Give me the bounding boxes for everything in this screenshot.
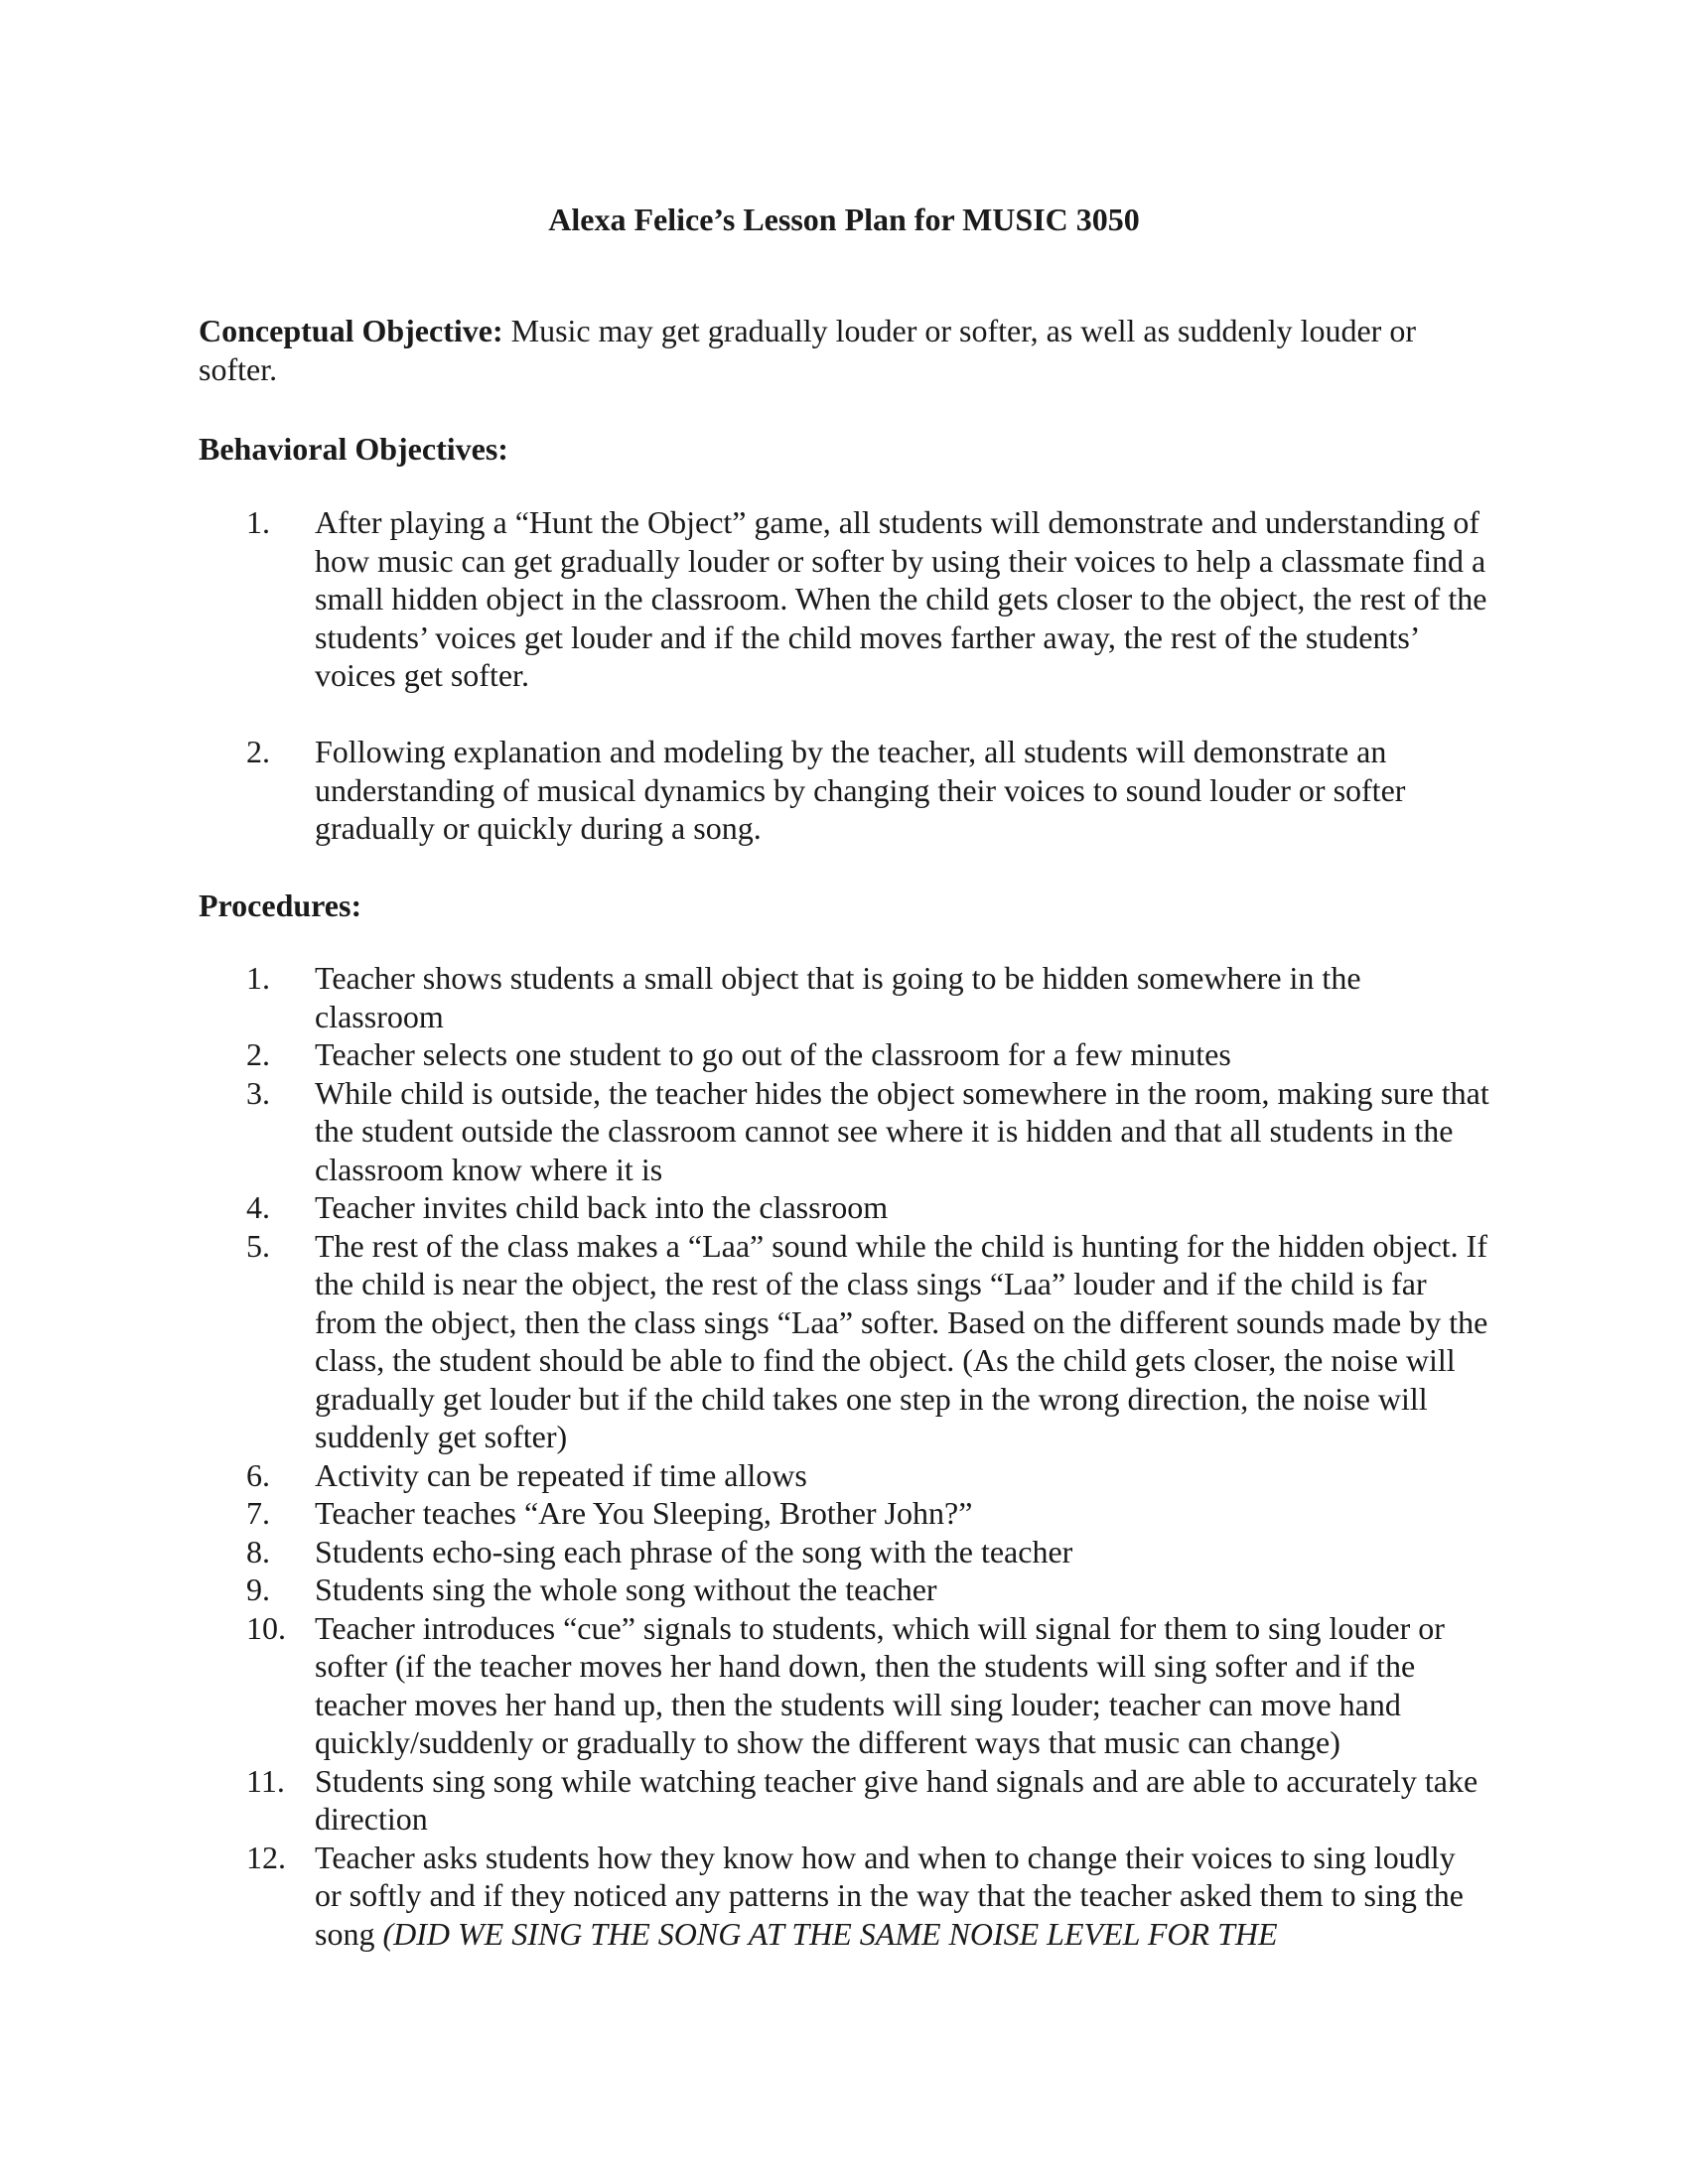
item-text: After playing a “Hunt the Object” game, all students will demonstrate and understanding of how music can get gradually louder or softer by using their voices to help a classmate find a small hidden object in the classroom. When the child gets closer to the object, the rest of the students’ voices get louder and if the child moves farther away, the rest of the students’ voices get softer. <box>315 504 1487 693</box>
list-item <box>199 959 1489 1035</box>
item-text: Students echo-sing each phrase of the song with the teacher <box>315 1533 1073 1570</box>
item-text-italic: (DID WE SING THE SONG AT THE SAME NOISE LEVEL FOR THE <box>382 1915 1278 1952</box>
list-item <box>199 1570 1489 1609</box>
list-item <box>199 1533 1489 1571</box>
item-number: 3. <box>246 1074 270 1111</box>
item-number: 9. <box>246 1571 270 1607</box>
list-item <box>199 1188 1489 1227</box>
behavioral-objectives-list <box>199 503 1489 848</box>
item-text: Teacher shows students a small object that is going to be hidden somewhere in the classroom <box>315 960 1361 1034</box>
item-number: 1. <box>246 960 270 996</box>
list-item <box>199 1762 1489 1839</box>
item-text: While child is outside, the teacher hides the object somewhere in the room, making sure that the student outside the classroom cannot see where it is hidden and that all students in the classroom know where it is <box>315 1074 1489 1187</box>
list-item <box>199 1839 1489 1954</box>
item-text: Teacher selects one student to go out of the classroom for a few minutes <box>315 1036 1231 1072</box>
item-text: The rest of the class makes a “Laa” sound while the child is hunting for the hidden object. If the child is near the object, the rest of the class sings “Laa” louder and if the child is far from the object, then the class sings “Laa” softer. Based on the different sounds made by the class, the student should be able to find the object. (As the child gets closer, the noise will gradually get louder but if the child takes one step in the wrong direction, the noise will suddenly get softer) <box>315 1227 1488 1454</box>
list-item <box>199 503 1489 695</box>
item-number: 6. <box>246 1456 270 1493</box>
item-number: 11. <box>246 1762 285 1799</box>
item-text: Following explanation and modeling by the teacher, all students will demonstrate an understanding of musical dynamics by changing their voices to sound louder or softer gradually or quickly during a song. <box>315 734 1406 846</box>
procedures-heading: Procedures: <box>199 887 362 923</box>
item-number: 5. <box>246 1227 270 1264</box>
list-item <box>199 1035 1489 1074</box>
item-text: Teacher invites child back into the classroom <box>315 1189 889 1225</box>
item-number: 1. <box>246 504 270 540</box>
behavioral-objectives-heading: Behavioral Objectives: <box>199 431 508 467</box>
list-item <box>199 1074 1489 1189</box>
list-item <box>199 733 1489 848</box>
item-number: 10. <box>246 1609 286 1646</box>
conceptual-objective <box>199 312 1489 388</box>
item-number: 4. <box>246 1189 270 1225</box>
document-title: Alexa Felice’s Lesson Plan for MUSIC 3050 <box>548 202 1140 237</box>
item-text: Students sing song while watching teacher give hand signals and are able to accurately take direction <box>315 1762 1478 1837</box>
list-item <box>199 1609 1489 1762</box>
item-number: 2. <box>246 1036 270 1072</box>
conceptual-objective-label: Conceptual Objective: <box>199 313 503 348</box>
item-text: Activity can be repeated if time allows <box>315 1456 807 1493</box>
item-number: 2. <box>246 734 270 769</box>
item-text: Teacher asks students how they know how and when to change their voices to sing loudly or softly and if they noticed any patterns in the way that the teacher asked them to sing the song <box>315 1839 1464 1952</box>
item-number: 12. <box>246 1839 286 1875</box>
item-text: Teacher introduces “cue” signals to students, which will signal for them to sing louder or softer (if the teacher moves her hand down, then the students will sing softer and if the teacher moves her hand up, then the students will sing louder; teacher can move hand quickly/suddenly or gradually to show the different ways that music can change) <box>315 1609 1445 1760</box>
conceptual-objective-text: Music may get gradually louder or softer, as well as suddenly louder or softer. <box>199 313 1416 387</box>
list-item <box>199 1494 1489 1533</box>
item-number: 8. <box>246 1533 270 1570</box>
item-text: Students sing the whole song without the teacher <box>315 1571 937 1607</box>
item-number: 7. <box>246 1495 270 1531</box>
list-item <box>199 1456 1489 1495</box>
procedures-list <box>199 959 1489 1953</box>
list-item <box>199 1227 1489 1456</box>
item-text: Teacher teaches “Are You Sleeping, Brother John?” <box>315 1495 973 1531</box>
